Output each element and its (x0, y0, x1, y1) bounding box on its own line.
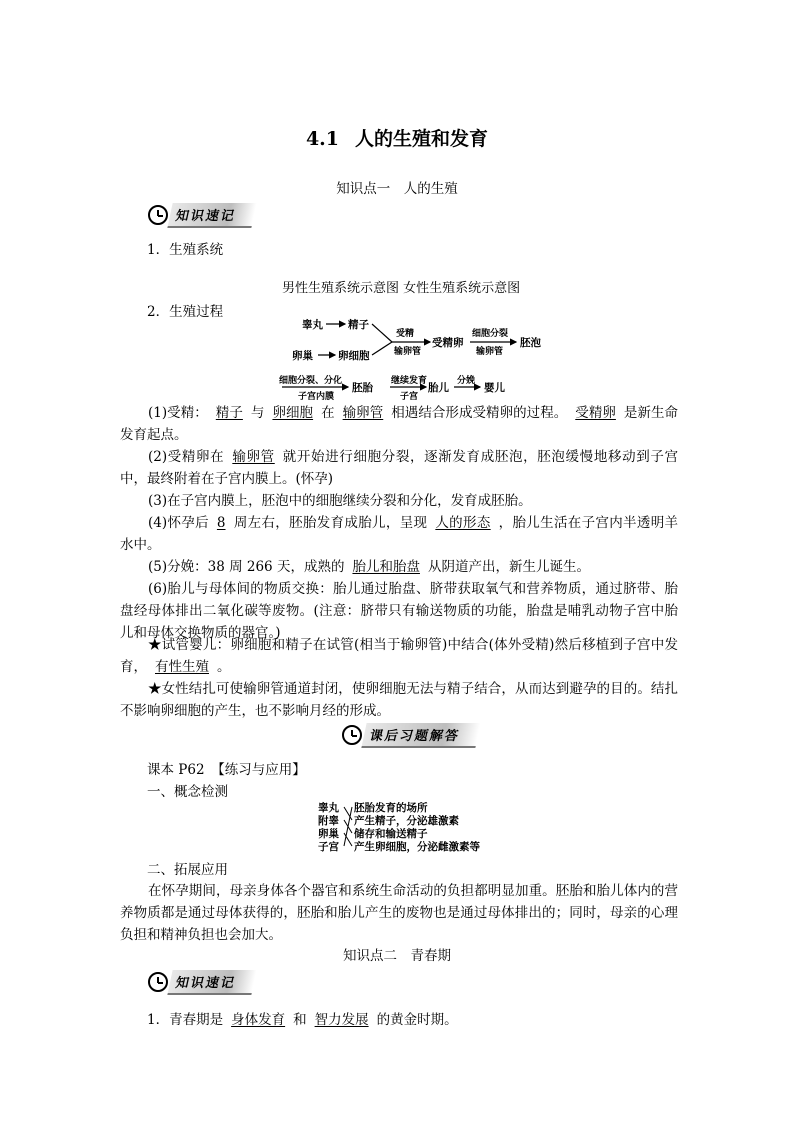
item-reproduction-process: 2．生殖过程 (147, 304, 224, 320)
match-right-1: 产生精子，分泌雄激素 (354, 815, 459, 827)
paragraph-fetus: (4)怀孕后 8 周左右，胚胎发育成胎儿，呈现 人的形态 ，胎儿生活在子宫内半透明羊水中。 (120, 515, 679, 553)
badge-label: 知识速记 (167, 970, 256, 995)
textbook-reference: 课本 P62 【练习与应用】 (147, 762, 306, 778)
knowledge-badge-1 (148, 203, 254, 227)
sperm-label: 精子 (348, 319, 369, 331)
badge-label: 课后习题解答 (361, 723, 480, 748)
paragraph-exchange: (6)胎儿与母体间的物质交换：胎儿通过胎盘、脐带获取氧气和营养物质，通过脐带、胎盘经母体排出二氧化碳等废物。(注意：脐带只有输送物质的功能，胎盘是哺乳动物子宫中胎儿和母体交换物质的器官。) (120, 581, 678, 641)
match-left-2: 卵巢 (318, 828, 339, 840)
match-left-0: 睾丸 (318, 802, 339, 814)
match-right-2: 储存和输送精子 (354, 828, 428, 840)
title-text: 人的生殖和发育 (355, 128, 489, 150)
paragraph-zygote: (2)受精卵在 输卵管 就开始进行细胞分裂，逐渐发育成胚泡，胚泡缓慢地移动到子宫中，最终附着在子宫内膜上。(怀孕) (120, 449, 679, 487)
paragraph-childbirth: (5)分娩：38 周 266 天，成熟的 胎儿和胎盘 从阴道产出，新生儿诞生。 (148, 559, 590, 575)
baby-label: 婴儿 (484, 382, 505, 394)
paragraph-embryo: (3)在子宫内膜上，胚泡中的细胞继续分裂和分化，发育成胚胎。 (148, 493, 532, 509)
flow-arrows (290, 312, 560, 400)
puberty-question: 1．青春期是 身体发育 和 智力发展 的黄金时期。 (147, 1012, 458, 1028)
testis-label: 睾丸 (302, 319, 323, 331)
oviduct-label-2: 输卵管 (476, 347, 504, 357)
clock-icon (342, 725, 362, 745)
continue-develop-label: 继续发育 (391, 376, 428, 386)
egg-label: 卵细胞 (338, 350, 370, 362)
match-right-0: 胚胎发育的场所 (354, 802, 428, 814)
clock-icon (148, 972, 168, 992)
extension-heading: 二、拓展应用 (147, 862, 228, 878)
item-reproductive-system: 1．生殖系统 (147, 242, 224, 258)
childbirth-label: 分娩 (457, 376, 476, 386)
oviduct-label: 输卵管 (394, 347, 422, 357)
match-right-3: 产生卵细胞，分泌雌激素等 (354, 841, 480, 853)
section-heading-2: 知识点二 青春期 (343, 948, 451, 964)
badge-label: 知识速记 (167, 203, 256, 228)
section-heading-1: 知识点一 人的生殖 (336, 181, 458, 197)
endometrium-label: 子宫内膜 (298, 392, 335, 402)
fertilization-label: 受精 (396, 329, 415, 339)
exercise-badge (342, 723, 478, 747)
fetus-label: 胎儿 (428, 382, 449, 394)
match-left-1: 附睾 (318, 815, 339, 827)
section-number: 4.1 (305, 128, 340, 150)
reproduction-flow-diagram (279, 312, 560, 402)
uterus-label: 子宫 (400, 392, 419, 402)
matching-diagram (318, 800, 518, 856)
clock-icon (148, 205, 168, 225)
embryo-label: 胚胎 (352, 382, 373, 394)
paragraph-ligation: ★女性结扎可使输卵管通道封闭，使卵细胞无法与精子结合，从而达到避孕的目的。结扎不影响卵细胞的产生，也不影响月经的形成。 (120, 681, 678, 719)
zygote-label: 受精卵 (432, 337, 464, 349)
paragraph-ivf: ★试管婴儿：卵细胞和精子在试管(相当于输卵管)中结合(体外受精)然后移植到子宫中发育， 有性生殖 。 (120, 637, 678, 675)
page-title (0, 124, 794, 151)
concept-check-heading: 一、概念检测 (147, 784, 228, 800)
division-differentiation-label: 细胞分裂、分化 (279, 376, 343, 386)
blastocyst-label: 胚泡 (520, 337, 541, 349)
ovary-label: 卵巢 (292, 350, 313, 362)
knowledge-badge-2 (148, 970, 254, 994)
match-left-3: 子宫 (318, 841, 339, 853)
cell-division-label: 细胞分裂 (472, 329, 509, 339)
figure-caption: 男性生殖系统示意图 女性生殖系统示意图 (282, 281, 521, 296)
paragraph-pregnancy-burden: 在怀孕期间，母亲身体各个器官和系统生命活动的负担都明显加重。胚胎和胎儿体内的营养物质都是通过母体获得的，胚胎和胎儿产生的废物也是通过母体排出的；同时，母亲的心理负担和精神负担也会加大。 (120, 883, 678, 943)
paragraph-fertilization: (1)受精： 精子 与 卵细胞 在 输卵管 相遇结合形成受精卵的过程。 受精卵 是新生命发育起点。 (120, 405, 679, 443)
